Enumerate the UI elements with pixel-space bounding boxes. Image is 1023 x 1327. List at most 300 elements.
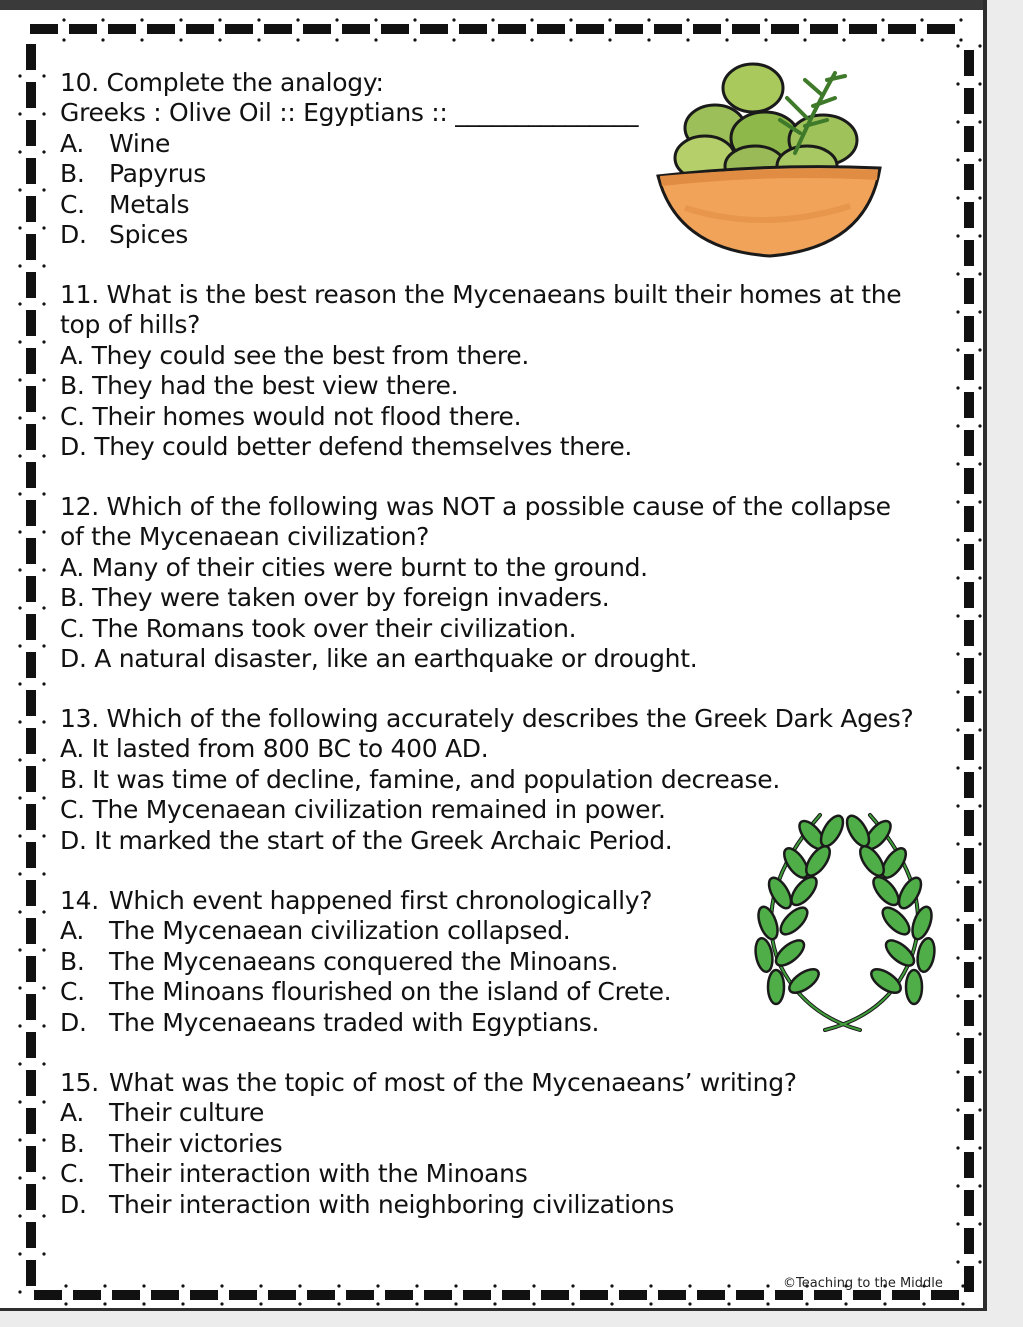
border-dot: [140, 38, 143, 41]
border-dash: [26, 804, 36, 830]
border-dot: [42, 644, 45, 647]
border-dot: [920, 18, 923, 21]
option-letter: A.: [60, 552, 85, 582]
border-dot: [610, 1302, 613, 1305]
border-dash: [964, 316, 974, 342]
border-dash: [931, 1290, 959, 1300]
border-dot: [491, 38, 494, 41]
option-text: A natural disaster, like an earthquake or drought.: [94, 644, 698, 674]
border-dot: [18, 720, 21, 723]
option-text: The Mycenaean civilization collapsed.: [109, 916, 571, 946]
option-text: Their culture: [109, 1098, 265, 1128]
border-dot: [18, 530, 21, 533]
border-dot: [42, 1214, 45, 1217]
border-dash: [26, 956, 36, 982]
border-dash: [732, 24, 760, 34]
border-dot: [608, 38, 611, 41]
border-dot: [764, 38, 767, 41]
option-letter: A.: [60, 916, 85, 946]
option-c[interactable]: [60, 402, 901, 432]
border-dash: [541, 1290, 569, 1300]
border-dot: [376, 1302, 379, 1305]
option-letter: A.: [60, 340, 85, 370]
border-dot: [688, 1284, 691, 1287]
border-dot: [64, 1284, 67, 1287]
border-dot: [959, 18, 962, 21]
question-number: 12.: [60, 492, 99, 521]
border-dot: [956, 1184, 959, 1187]
border-dash: [381, 24, 409, 34]
option-text: Spices: [109, 220, 189, 250]
border-dot: [978, 348, 981, 351]
option-letter: C.: [60, 613, 85, 643]
border-dot: [922, 1302, 925, 1305]
border-dot: [218, 38, 221, 41]
border-dash: [964, 1266, 974, 1292]
border-dot: [103, 1284, 106, 1287]
border-dot: [978, 956, 981, 959]
border-dot: [259, 1302, 262, 1305]
border-dash: [385, 1290, 413, 1300]
border-dot: [376, 1284, 379, 1287]
copyright-footer: ©Teaching to the Middle: [783, 1276, 943, 1291]
border-dash: [964, 658, 974, 684]
option-letter: C.: [60, 795, 85, 825]
border-dot: [42, 606, 45, 609]
border-dot: [42, 1290, 45, 1293]
question-number: 13.: [60, 704, 99, 733]
option-c[interactable]: [60, 614, 891, 644]
option-text: Their homes would not flood there.: [92, 401, 522, 431]
border-dash: [964, 696, 974, 722]
border-dot: [181, 1302, 184, 1305]
border-dot: [18, 796, 21, 799]
option-letter: B.: [60, 371, 85, 401]
laurel-leaf: [843, 812, 874, 849]
border-dot: [18, 644, 21, 647]
border-dash: [964, 886, 974, 912]
border-dot: [101, 18, 104, 21]
border-dot: [842, 38, 845, 41]
border-dot: [727, 1302, 730, 1305]
border-dot: [532, 1302, 535, 1305]
border-dot: [956, 576, 959, 579]
border-dot: [42, 454, 45, 457]
border-dot: [805, 1302, 808, 1305]
border-dot: [978, 766, 981, 769]
border-dot: [42, 302, 45, 305]
border-dot: [978, 994, 981, 997]
border-dot: [978, 576, 981, 579]
border-dash: [576, 24, 604, 34]
border-dot: [978, 158, 981, 161]
border-dash: [26, 842, 36, 868]
border-dot: [18, 74, 21, 77]
border-dot: [978, 310, 981, 313]
border-dash: [26, 652, 36, 678]
border-dash: [964, 1114, 974, 1140]
border-dot: [978, 1184, 981, 1187]
border-dash: [964, 544, 974, 570]
border-dot: [571, 1284, 574, 1287]
option-c[interactable]: [60, 977, 671, 1007]
border-dash: [853, 1290, 881, 1300]
question-stem: [60, 886, 671, 916]
border-dash: [26, 1032, 36, 1058]
border-dot: [842, 18, 845, 21]
border-dot: [18, 1290, 21, 1293]
border-dash: [964, 392, 974, 418]
border-dot: [569, 38, 572, 41]
border-dot: [956, 614, 959, 617]
option-letter: B.: [60, 764, 85, 794]
border-dot: [42, 112, 45, 115]
border-dash: [26, 918, 36, 944]
border-dot: [956, 500, 959, 503]
border-dot: [961, 1302, 964, 1305]
border-dash: [658, 1290, 686, 1300]
option-b[interactable]: [60, 765, 914, 795]
border-dash: [537, 24, 565, 34]
border-dot: [978, 44, 981, 47]
border-dash: [264, 24, 292, 34]
border-dot: [337, 1284, 340, 1287]
option-d[interactable]: [60, 644, 891, 674]
option-text: They could better defend themselves there.: [94, 432, 633, 462]
border-dot: [18, 188, 21, 191]
option-text: Papyrus: [109, 159, 206, 189]
option-d[interactable]: [60, 1190, 797, 1220]
border-dot: [18, 302, 21, 305]
border-dot: [296, 38, 299, 41]
laurel-leaf: [802, 842, 835, 879]
border-dot: [18, 1062, 21, 1065]
border-dot: [42, 188, 45, 191]
option-text: It marked the start of the Greek Archaic Period.: [94, 825, 673, 855]
border-dot: [220, 1302, 223, 1305]
border-dash: [964, 430, 974, 456]
question-text: Which of the following was NOT a possible cause of the collapse: [106, 492, 891, 521]
border-dash: [459, 24, 487, 34]
border-dot: [978, 652, 981, 655]
border-dash: [964, 620, 974, 646]
border-dot: [18, 872, 21, 875]
border-dot: [978, 234, 981, 237]
window-bottom-edge: [0, 1308, 987, 1311]
border-dot: [978, 918, 981, 921]
border-dot: [956, 1070, 959, 1073]
option-text: They were taken over by foreign invaders.: [92, 583, 610, 613]
border-dash: [814, 1290, 842, 1300]
border-dot: [42, 378, 45, 381]
border-dot: [491, 18, 494, 21]
border-dot: [18, 682, 21, 685]
border-dot: [647, 18, 650, 21]
option-a[interactable]: [60, 341, 901, 371]
border-dot: [18, 416, 21, 419]
border-dot: [978, 1146, 981, 1149]
border-dot: [218, 18, 221, 21]
border-dot: [920, 38, 923, 41]
border-dot: [42, 264, 45, 267]
border-dot: [725, 38, 728, 41]
border-dash: [346, 1290, 374, 1300]
border-dash: [151, 1290, 179, 1300]
border-dot: [179, 18, 182, 21]
option-letter: B.: [60, 946, 85, 976]
laurel-leaf: [895, 874, 926, 911]
option-letter: B.: [60, 1128, 85, 1158]
option-text: It lasted from 800 BC to 400 AD.: [91, 734, 489, 764]
question-stem-line-2: of the Mycenaean civilization?: [60, 522, 430, 552]
border-dot: [978, 614, 981, 617]
border-dot: [18, 1100, 21, 1103]
option-text: The Romans took over their civilization.: [92, 613, 577, 643]
option-letter: D.: [60, 1189, 87, 1219]
border-dot: [413, 18, 416, 21]
border-dash: [26, 44, 36, 70]
border-dash: [26, 348, 36, 374]
border-dot: [532, 1284, 535, 1287]
border-dot: [298, 1284, 301, 1287]
border-dot: [956, 1146, 959, 1149]
question-stem-line-2: Greeks : Olive Oil :: Egyptians :: _______________: [60, 98, 639, 128]
option-c[interactable]: [60, 1159, 797, 1189]
border-dot: [978, 1222, 981, 1225]
laurel-leaf: [765, 874, 796, 911]
border-dash: [964, 468, 974, 494]
border-dash: [964, 1152, 974, 1178]
border-dash: [964, 126, 974, 152]
border-dash: [697, 1290, 725, 1300]
border-dot: [803, 38, 806, 41]
border-dot: [610, 1284, 613, 1287]
border-dash: [186, 24, 214, 34]
border-dash: [964, 1076, 974, 1102]
border-dot: [978, 1260, 981, 1263]
border-dash: [30, 24, 58, 34]
question-text: What is the best reason the Mycenaeans built their homes at the: [106, 280, 902, 309]
border-dot: [42, 568, 45, 571]
border-dash: [888, 24, 916, 34]
option-a[interactable]: [60, 916, 671, 946]
border-dash: [964, 202, 974, 228]
border-dash: [73, 1290, 101, 1300]
border-dot: [978, 690, 981, 693]
border-dot: [296, 18, 299, 21]
border-dot: [374, 18, 377, 21]
border-dash: [964, 278, 974, 304]
option-text: They could see the best from there.: [91, 340, 529, 370]
laurel-leaf: [768, 970, 784, 1004]
option-a[interactable]: [60, 553, 891, 583]
option-a[interactable]: [60, 129, 638, 159]
option-text: Many of their cities were burnt to the ground.: [91, 552, 648, 582]
border-dot: [452, 38, 455, 41]
option-text: Their victories: [109, 1128, 283, 1158]
border-dash: [736, 1290, 764, 1300]
border-dash: [303, 24, 331, 34]
border-dot: [803, 18, 806, 21]
question-stem: [60, 492, 891, 522]
bowl-of-olives-icon: [655, 58, 885, 263]
border-dot: [42, 872, 45, 875]
border-dot: [18, 1024, 21, 1027]
border-dot: [956, 386, 959, 389]
option-a[interactable]: [60, 1098, 797, 1128]
option-letter: D.: [60, 1007, 87, 1037]
option-letter: B.: [60, 583, 85, 613]
border-dot: [18, 568, 21, 571]
border-dot: [978, 804, 981, 807]
border-dot: [413, 38, 416, 41]
border-dot: [18, 910, 21, 913]
border-dot: [18, 1214, 21, 1217]
border-dot: [454, 1302, 457, 1305]
border-dot: [956, 538, 959, 541]
border-dash: [964, 88, 974, 114]
border-dash: [964, 1228, 974, 1254]
border-dot: [647, 38, 650, 41]
option-letter: D.: [60, 220, 87, 250]
border-dash: [964, 848, 974, 874]
border-dot: [956, 44, 959, 47]
option-a[interactable]: [60, 734, 914, 764]
question-stem: [60, 704, 914, 734]
border-dot: [298, 1302, 301, 1305]
border-dash: [498, 24, 526, 34]
border-dot: [18, 264, 21, 267]
question-number: 14.: [60, 886, 99, 915]
border-dash: [26, 1070, 36, 1096]
border-dot: [42, 796, 45, 799]
option-b[interactable]: [60, 1129, 797, 1159]
border-dot: [62, 38, 65, 41]
border-dash: [34, 1290, 62, 1300]
question-14: [60, 886, 671, 1038]
option-b[interactable]: [60, 583, 891, 613]
option-b[interactable]: [60, 371, 901, 401]
border-dash: [26, 462, 36, 488]
border-dash: [26, 1146, 36, 1172]
border-dot: [881, 18, 884, 21]
border-dot: [42, 1062, 45, 1065]
border-dot: [257, 18, 260, 21]
option-b[interactable]: [60, 159, 638, 189]
border-dot: [42, 1252, 45, 1255]
border-dot: [62, 18, 65, 21]
border-dot: [978, 538, 981, 541]
option-c[interactable]: [60, 190, 638, 220]
option-d[interactable]: [60, 220, 638, 250]
border-dot: [181, 1284, 184, 1287]
laurel-leaf: [915, 937, 937, 973]
option-text: The Minoans flourished on the island of Crete.: [109, 977, 672, 1007]
border-dash: [26, 120, 36, 146]
border-dot: [101, 38, 104, 41]
border-dash: [964, 164, 974, 190]
border-dot: [42, 948, 45, 951]
option-b[interactable]: [60, 947, 671, 977]
option-letter: C.: [60, 401, 85, 431]
border-dash: [26, 158, 36, 184]
border-dot: [569, 18, 572, 21]
border-dot: [571, 1302, 574, 1305]
border-dot: [42, 910, 45, 913]
border-dot: [18, 454, 21, 457]
border-dot: [883, 1302, 886, 1305]
option-d[interactable]: [60, 432, 901, 462]
border-dot: [956, 1108, 959, 1111]
border-dash: [964, 1190, 974, 1216]
border-dot: [959, 38, 962, 41]
border-dot: [956, 82, 959, 85]
border-dash: [26, 82, 36, 108]
border-dash: [26, 196, 36, 222]
border-dot: [956, 234, 959, 237]
laurel-leaf: [776, 903, 811, 938]
option-letter: A.: [60, 734, 85, 764]
border-dot: [766, 1302, 769, 1305]
option-text: Metals: [109, 189, 190, 219]
option-text: Their interaction with neighboring civilizations: [109, 1189, 675, 1219]
border-dash: [307, 1290, 335, 1300]
laurel-leaf: [817, 812, 848, 849]
option-letter: B.: [60, 159, 85, 189]
border-dot: [42, 226, 45, 229]
border-dot: [978, 1032, 981, 1035]
border-dot: [725, 18, 728, 21]
border-dot: [18, 758, 21, 761]
border-dot: [727, 1284, 730, 1287]
border-dot: [257, 38, 260, 41]
border-dash: [964, 1000, 974, 1026]
laurel-wreath-icon: [720, 805, 965, 1040]
border-dash: [654, 24, 682, 34]
option-d[interactable]: [60, 1008, 671, 1038]
border-dash: [892, 1290, 920, 1300]
border-dash: [964, 1038, 974, 1064]
window-right-edge: [983, 0, 987, 1327]
border-dash: [225, 24, 253, 34]
laurel-leaf: [909, 904, 936, 941]
border-dot: [956, 272, 959, 275]
border-dot: [956, 728, 959, 731]
border-dot: [18, 226, 21, 229]
border-dot: [18, 948, 21, 951]
option-text: The Mycenaean civilization remained in power.: [92, 795, 666, 825]
border-dash: [26, 994, 36, 1020]
border-dot: [42, 1024, 45, 1027]
border-dot: [978, 120, 981, 123]
question-number: 10.: [60, 68, 99, 97]
border-dash: [26, 576, 36, 602]
border-dash: [147, 24, 175, 34]
border-dot: [956, 652, 959, 655]
border-dot: [18, 150, 21, 153]
border-dot: [978, 1070, 981, 1073]
border-dot: [103, 1302, 106, 1305]
border-dash: [964, 582, 974, 608]
border-dot: [881, 38, 884, 41]
border-dash: [424, 1290, 452, 1300]
border-dash: [810, 24, 838, 34]
border-dot: [335, 18, 338, 21]
border-dash: [26, 500, 36, 526]
border-dot: [956, 310, 959, 313]
border-dot: [978, 500, 981, 503]
border-dash: [26, 424, 36, 450]
